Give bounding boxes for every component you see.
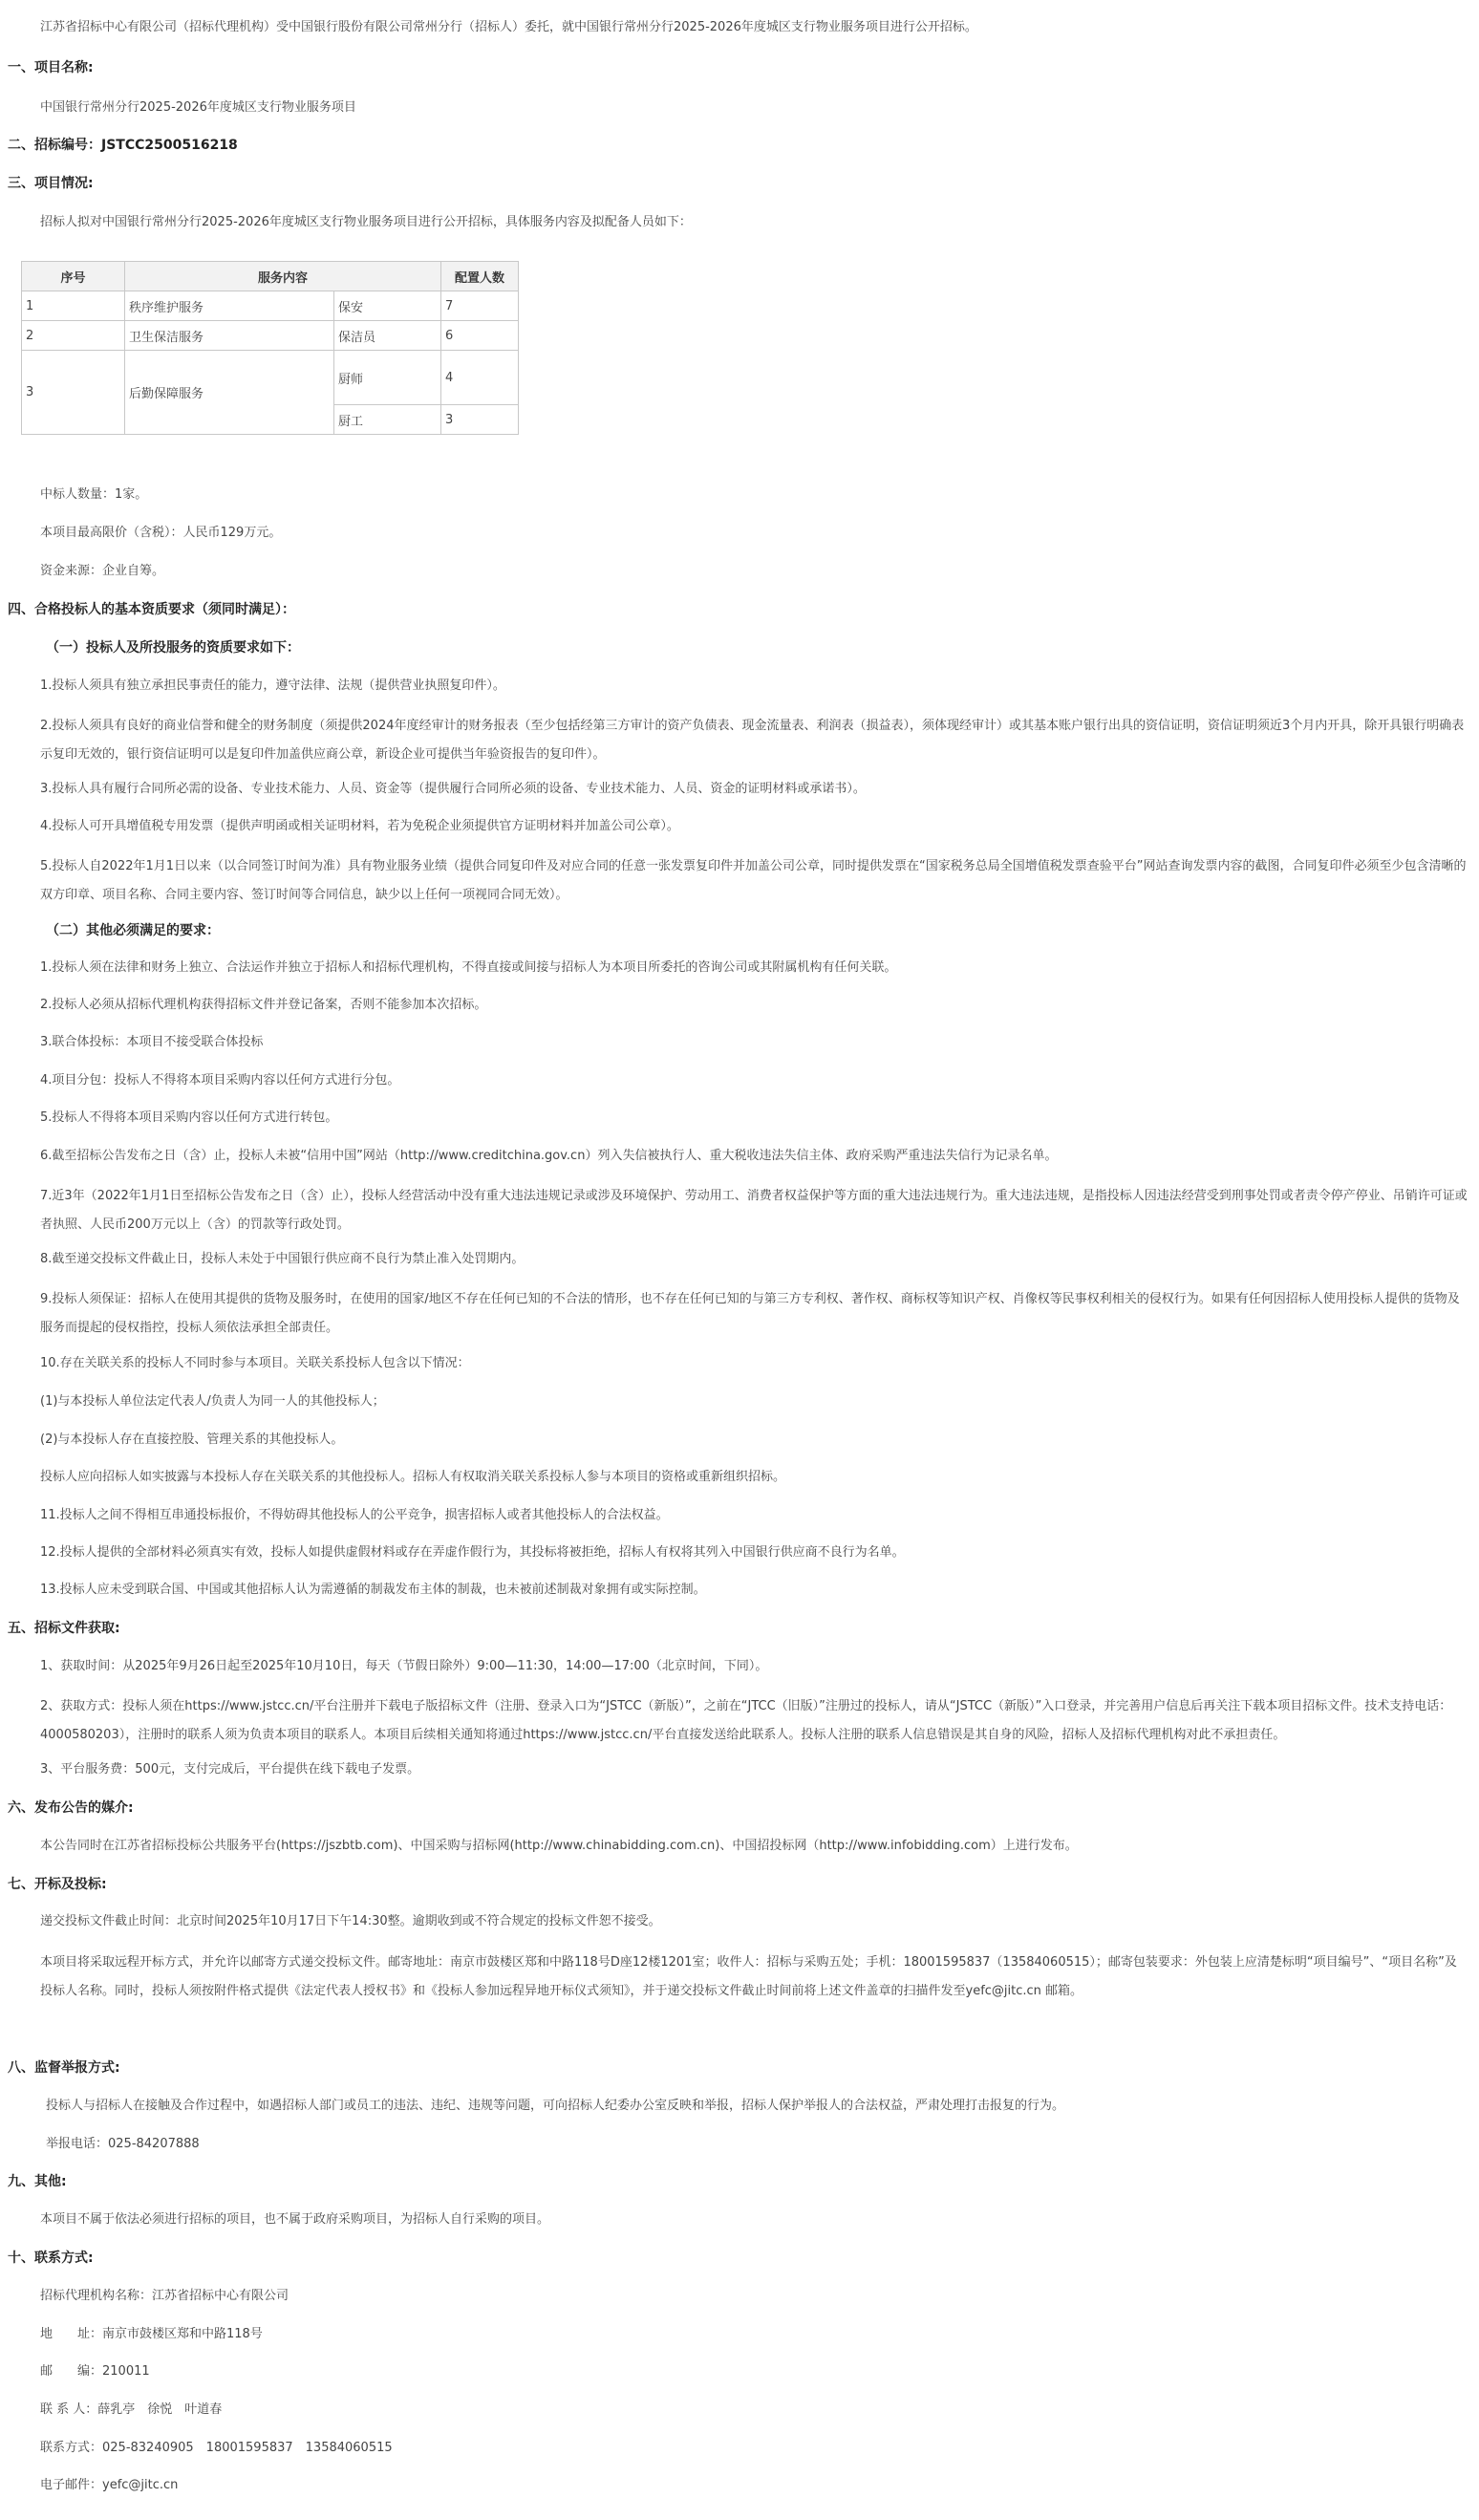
table-row (22, 351, 519, 405)
table-cell-service: 秩序维护服务 (125, 291, 334, 321)
section-10-title: 十、联系方式: (8, 2251, 94, 2266)
requirement-item: 7.近3年（2022年1月1日至招标公告发布之日（含）止），投标人经营活动中没有重大违法违规记录或涉及环境保护、劳动用工、消费者权益保护等方面的重大违法违规行为。重大违法违规，是指投标人因违法经营受到刑事处罚或者责令停产停业、吊销许可证或者执照、人民币200万元以上（含）的罚款等行政处罚。 (40, 1189, 1468, 1232)
table-cell-service: 卫生保洁服务 (125, 321, 334, 351)
requirement-item: 8.截至递交投标文件截止日，投标人未处于中国银行供应商不良行为禁止准入处罚期内。 (40, 1252, 525, 1266)
requirement-item: 3.投标人具有履行合同所必需的设备、专业技术能力、人员、资金等（提供履行合同所必须的设备、专业技术能力、人员、资金的证明材料或承诺书）。 (40, 782, 866, 796)
contact-email: 电子邮件：yefc@jitc.cn (40, 2478, 179, 2492)
max-price-text: 本项目最高限价（含税）：人民币129万元。 (40, 526, 282, 540)
service-table (21, 261, 519, 435)
table-cell-role: 厨工 (334, 405, 441, 435)
table-cell-role: 保洁员 (334, 321, 441, 351)
bid-opening-item: 递交投标文件截止时间：北京时间2025年10月17日下午14:30整。逾期收到或不符合规定的投标文件恕不接受。 (40, 1914, 661, 1928)
requirement-item: 5.投标人不得将本项目采购内容以任何方式进行转包。 (40, 1110, 338, 1125)
publish-media-text: 本公告同时在江苏省招标投标公共服务平台(https://jszbtb.com)、中国采购与招标网(http://www.chinabidding.com.cn)、中国招投标网（http://www.infobidding.com）上进行发布。 (40, 1839, 1078, 1853)
requirement-item: 1.投标人须具有独立承担民事责任的能力，遵守法律、法规（提供营业执照复印件）。 (40, 678, 505, 693)
requirement-item: 4.投标人可开具增值税专用发票（提供声明函或相关证明材料，若为免税企业须提供官方证明材料并加盖公司公章）。 (40, 819, 679, 833)
requirement-item: 6.截至招标公告发布之日（含）止，投标人未被“信用中国”网站（http://www.creditchina.gov.cn）列入失信被执行人、重大税收违法失信主体、政府采购严重违法失信行为记录名单。 (40, 1149, 1058, 1163)
requirement-item: 11.投标人之间不得相互串通投标报价，不得妨碍其他投标人的公平竞争，损害招标人或者其他投标人的合法权益。 (40, 1508, 669, 1522)
requirement-item: 9.投标人须保证：招标人在使用其提供的货物及服务时，在使用的国家/地区不存在任何已知的不合法的情形，也不存在任何已知的与第三方专利权、著作权、商标权等知识产权、肖像权等民事权利相关的侵权行为。如果有任何因招标人使用投标人提供的货物及服务而提起的侵权指控，投标人须依法承担全部责任。 (40, 1292, 1460, 1335)
requirement-item: 13.投标人应未受到联合国、中国或其他招标人认为需遵循的制裁发布主体的制裁，也未被前述制裁对象拥有或实际控制。 (40, 1583, 706, 1597)
requirement-item: 12.投标人提供的全部材料必须真实有效，投标人如提供虚假材料或存在弄虚作假行为，其投标将被拒绝，招标人有权将其列入中国银行供应商不良行为名单。 (40, 1545, 905, 1560)
bid-opening-item: 本项目将采取远程开标方式，并允许以邮寄方式递交投标文件。邮寄地址：南京市鼓楼区郑和中路118号D座12楼1201室；收件人：招标与采购五处；手机：18001595837（13584060515）；邮寄包装要求：外包装上应清楚标明“项目编号”、“项目名称”及投标人名称。同时，投标人须按附件格式提供《法定代表人授权书》和《投标人参加远程异地开标仪式须知》，并于递交投标文件截止时间前将上述文件盖章的扫描件发至yefc@jitc.cn 邮箱。 (40, 1955, 1457, 1998)
contact-agency: 招标代理机构名称：江苏省招标中心有限公司 (40, 2289, 289, 2303)
contact-address: 地 址：南京市鼓楼区郑和中路118号 (40, 2327, 263, 2341)
other-text: 本项目不属于依法必须进行招标的项目，也不属于政府采购项目，为招标人自行采购的项目。 (40, 2212, 550, 2227)
table-cell-no: 2 (22, 321, 125, 351)
requirement-item: 投标人应向招标人如实披露与本投标人存在关联关系的其他投标人。招标人有权取消关联关系投标人参与本项目的资格或重新组织招标。 (40, 1470, 786, 1484)
requirement-item: (1)与本投标人单位法定代表人/负责人为同一人的其他投标人； (40, 1394, 385, 1409)
section-4-sub1-title: （一）投标人及所投服务的资质要求如下： (46, 640, 300, 656)
requirement-item: 4.项目分包：投标人不得将本项目采购内容以任何方式进行分包。 (40, 1073, 400, 1088)
table-cell-count: 7 (441, 291, 519, 321)
table-header-no: 序号 (22, 262, 125, 291)
project-overview-text: 招标人拟对中国银行常州分行2025-2026年度城区支行物业服务项目进行公开招标，具体服务内容及拟配备人员如下： (40, 215, 692, 229)
fund-source-text: 资金来源：企业自筹。 (40, 564, 165, 578)
section-3-title: 三、项目情况: (8, 176, 94, 191)
table-row (22, 321, 519, 351)
section-9-title: 九、其他: (8, 2174, 67, 2189)
table-header-count: 配置人数 (441, 262, 519, 291)
table-header-service: 服务内容 (125, 262, 441, 291)
table-cell-role: 保安 (334, 291, 441, 321)
supervision-text: 投标人与招标人在接触及合作过程中，如遇招标人部门或员工的违法、违纪、违规等问题，可向招标人纪委办公室反映和举报，招标人保护举报人的合法权益，严肃处理打击报复的行为。 (46, 2099, 1065, 2113)
section-1-title: 一、项目名称: (8, 60, 94, 75)
section-6-title: 六、发布公告的媒介: (8, 1800, 134, 1816)
section-2-title: 二、招标编号：JSTCC2500516218 (8, 138, 238, 153)
table-cell-count: 6 (441, 321, 519, 351)
table-cell-service: 后勤保障服务 (125, 351, 334, 435)
requirement-item: 5.投标人自2022年1月1日以来（以合同签订时间为准）具有物业服务业绩（提供合同复印件及对应合同的任意一张发票复印件并加盖公司公章，同时提供发票在“国家税务总局全国增值税发票查验平台”网站查询发票内容的截图，合同复印件必须至少包含清晰的双方印章、项目名称、合同主要内容、签订时间等合同信息，缺少以上任何一项视同合同无效）。 (40, 859, 1467, 902)
contact-person: 联 系 人：薛乳亭 徐悦 叶道春 (40, 2402, 223, 2417)
section-4-title: 四、合格投标人的基本资质要求（须同时满足）： (8, 602, 295, 617)
requirement-item: (2)与本投标人存在直接控股、管理关系的其他投标人。 (40, 1432, 344, 1447)
table-cell-count: 4 (441, 351, 519, 405)
contact-postcode: 邮 编：210011 (40, 2364, 150, 2379)
report-phone: 举报电话：025-84207888 (46, 2137, 200, 2151)
requirement-item: 2.投标人必须从招标代理机构获得招标文件并登记备案，否则不能参加本次招标。 (40, 998, 487, 1012)
requirement-item: 10.存在关联关系的投标人不同时参与本项目。关联关系投标人包含以下情况： (40, 1356, 470, 1370)
document-acquire-item: 2、获取方式：投标人须在https://www.jstcc.cn/平台注册并下载电子版招标文件（注册、登录入口为“JSTCC（新版）”，之前在“JTCC（旧版）”注册过的投标人，请从“JSTCC（新版）”入口登录，并完善用户信息后再关注下载本项目招标文件。技术支持电话：4000580203），注册时的联系人须为负责本项目的联系人。本项目后续相关通知将通过https://www.jstcc.cn/平台直接发送给此联系人。投标人注册的联系人信息错误是其自身的风险，招标人及招标代理机构对此不承担责任。 (40, 1699, 1452, 1742)
table-cell-no: 3 (22, 351, 125, 435)
section-5-title: 五、招标文件获取: (8, 1621, 120, 1636)
document-acquire-item: 1、获取时间：从2025年9月26日起至2025年10月10日，每天（节假日除外）9:00—11:30，14:00—17:00（北京时间，下同）。 (40, 1659, 768, 1673)
requirement-item: 3.联合体投标：本项目不接受联合体投标 (40, 1035, 264, 1049)
table-cell-role: 厨师 (334, 351, 441, 405)
requirement-item: 1.投标人须在法律和财务上独立、合法运作并独立于招标人和招标代理机构，不得直接或间接与招标人为本项目所委托的咨询公司或其附属机构有任何关联。 (40, 960, 897, 975)
requirement-item: 2.投标人须具有良好的商业信誉和健全的财务制度（须提供2024年度经审计的财务报表（至少包括经第三方审计的资产负债表、现金流量表、利润表（损益表），须体现经审计）或其基本账户银行出具的资信证明，资信证明须近3个月内开具，除开具银行明确表示复印无效的，银行资信证明可以是复印件加盖供应商公章，新设企业可提供当年验资报告的复印件）。 (40, 719, 1465, 762)
project-name-text: 中国银行常州分行2025-2026年度城区支行物业服务项目 (40, 100, 356, 115)
document-acquire-item: 3、平台服务费：500元，支付完成后，平台提供在线下载电子发票。 (40, 1762, 420, 1777)
contact-phone: 联系方式：025-83240905 18001595837 13584060515 (40, 2441, 393, 2455)
winner-count-text: 中标人数量：1家。 (40, 487, 148, 502)
section-8-title: 八、监督举报方式: (8, 2060, 120, 2076)
section-7-title: 七、开标及投标: (8, 1877, 107, 1892)
table-cell-no: 1 (22, 291, 125, 321)
table-cell-count: 3 (441, 405, 519, 435)
intro-paragraph: 江苏省招标中心有限公司（招标代理机构）受中国银行股份有限公司常州分行（招标人）委托，就中国银行常州分行2025-2026年度城区支行物业服务项目进行公开招标。 (40, 20, 977, 34)
section-4-sub2-title: （二）其他必须满足的要求： (46, 923, 220, 938)
table-row (22, 291, 519, 321)
